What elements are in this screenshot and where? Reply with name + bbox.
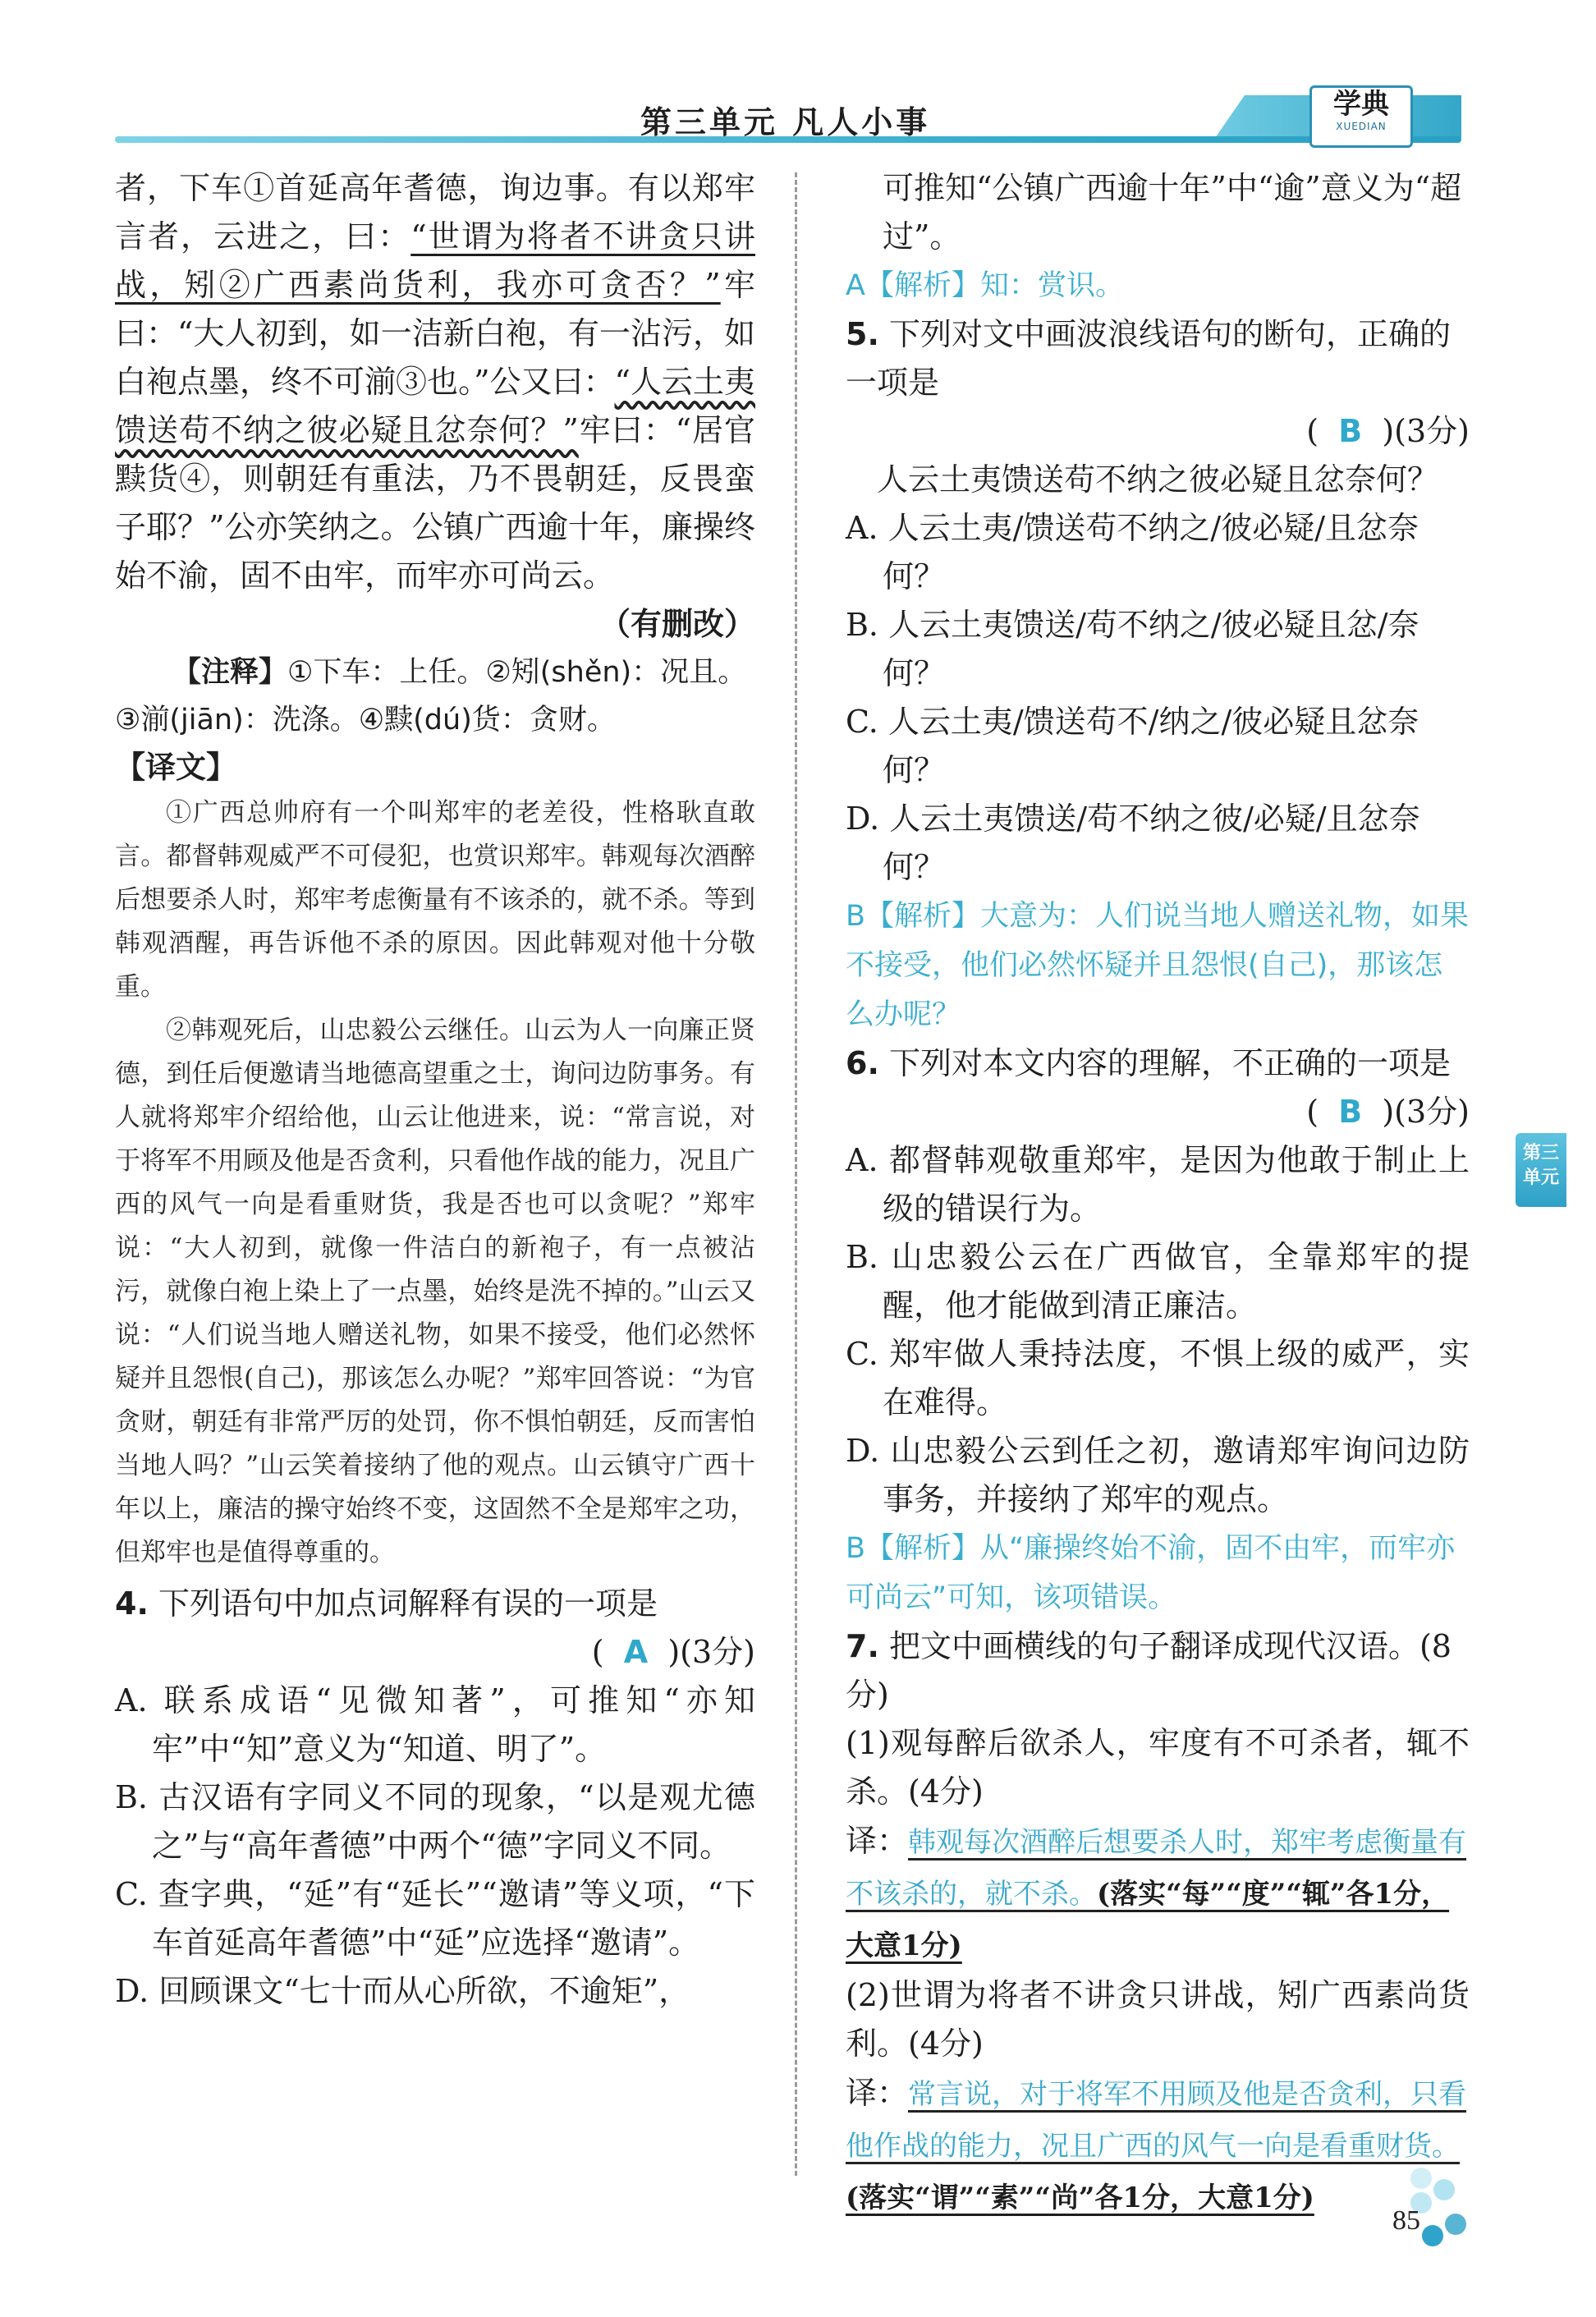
- translation-para-1: ①广西总帅府有一个叫郑牢的老差役，性格耿直敢言。都督韩观威严不可侵犯，也赏识郑牢。韩观每次酒醉后想要杀人时，郑牢考虑衡量有不该杀的，就不杀。等到韩观酒醒，再告诉他不杀的原因。因此韩观对他十分敬重。: [115, 798, 755, 1002]
- question-6-score: (3分): [1394, 1094, 1470, 1130]
- side-tab-line-2: 单元: [1522, 1168, 1559, 1188]
- question-4-option-c: C. 查字典，“延”有“延长”“邀请”等义项，“下车首延高年耆德”中“延”应选择“邀请”。: [115, 1876, 755, 1961]
- question-6-answer: B: [1338, 1094, 1363, 1130]
- column-divider: [795, 172, 797, 2176]
- question-6-answer-bracket: ( B )(3分): [1306, 1094, 1470, 1130]
- question-5-stem: [846, 310, 1470, 407]
- xuedian-logo: [1309, 85, 1413, 148]
- question-6-option-a: A. 都督韩观敬重郑牢，是因为他敢于制止上级的错误行为。: [846, 1142, 1470, 1227]
- question-7-answer-1-note: (落实“每”“度”“辄”各1分，大意1分): [846, 1878, 1450, 1962]
- question-5-option-c: C. 人云土夷/馈送苟不/纳之/彼必疑且忿奈何？: [846, 704, 1419, 788]
- question-4-option-d-continued: 可推知“公镇广西逾十年”中“逾”意义为“超过”。: [883, 170, 1462, 255]
- question-5-option-b: B. 人云土夷馈送/苟不纳之/彼必疑且忿/奈何？: [846, 607, 1419, 691]
- unit-title: 第三单元 凡人小事: [640, 103, 931, 140]
- question-6-analysis: B【解析】从“廉操终始不渝，固不由牢，而牢亦可尚云”可知，该项错误。: [846, 1532, 1456, 1614]
- question-5-text: 下列对文中画波浪线语句的断句，正确的一项是: [846, 316, 1451, 401]
- unit-side-tab: [1516, 1133, 1566, 1207]
- question-6-option-b: B. 山忠毅公云在广西做官，全靠郑牢的提醒，他才能做到清正廉洁。: [846, 1239, 1470, 1324]
- question-7-answer-2-label: 译：: [846, 2075, 909, 2111]
- passage: [115, 164, 755, 600]
- annotation-label: 【注释】: [172, 656, 288, 689]
- question-4-answer: A: [623, 1634, 649, 1670]
- passage-part-2: 牢曰：“大人初到，如一洁新白袍，有一沾污，如白袍点墨，终不可湔③也。”公又曰：: [115, 267, 755, 400]
- question-5-option-a: A. 人云土夷/馈送苟不纳之/彼必疑/且忿奈何？: [846, 510, 1419, 594]
- question-5-analysis: B【解析】大意为：人们说当地人赠送礼物，如果不接受，他们必然怀疑并且怨恨(自己)，那该怎么办呢？: [846, 900, 1470, 1031]
- question-4-analysis: A【解析】知：赏识。: [846, 269, 1124, 302]
- question-7-answer-1-text: 韩观每次酒醉后想要杀人时，郑牢考虑衡量有不该杀的，就不杀。: [846, 1826, 1467, 1911]
- question-4-answer-bracket: ( A )(3分): [591, 1634, 755, 1670]
- translation-para-2: ②韩观死后，山忠毅公云继任。山云为人一向廉正贤德，到任后便邀请当地德高望重之士，询问边防事务。有人就将郑牢介绍给他，山云让他进来，说：“常言说，对于将军不用顾及他是否贪利，只看他作战的能力，况且广西的风气一向是看重财货，我是否也可以贪呢？”郑牢说：“大人初到，就像一件洁白的新袍子，有一点被沾污，就像白袍上染上了一点墨，始终是洗不掉的。”山云又说：“人们说当地人赠送礼物，如果不接受，他们必然怀疑并且怨恨(自己)，那该怎么办呢？”郑牢回答说：“为官贪财，朝廷有非常严厉的处罚，你不惧怕朝廷，反而害怕当地人吗？”山云笑着接纳了他的观点。山云镇守广西十年以上，廉洁的操守始终不变，这固然不全是郑牢之功，但郑牢也是值得尊重的。: [115, 1016, 755, 1567]
- annotation-text: ①下车：上任。②矧(shěn)：况且。③湔(jiān)：洗涤。④黩(dú)货：贪财。: [115, 656, 747, 736]
- passage-underlined-1: “世谓为将者不讲贪只讲战，矧②广西素尚货利，我亦可贪否？”: [115, 218, 755, 303]
- question-5-score: (3分): [1394, 413, 1470, 449]
- question-7-answer-1-label: 译：: [846, 1823, 909, 1859]
- passage-part-3: 牢曰：“居官黩货④，则朝廷有重法，乃不畏朝廷，反畏蛮子耶？”公亦笑纳之。公镇广西逾十年，廉操终始不渝，固不由牢，而牢亦可尚云。: [115, 412, 755, 594]
- annotation: [115, 649, 755, 744]
- question-4-option-a: A. 联系成语“见微知著”，可推知“亦知牢”中“知”意义为“知道、明了”。: [115, 1682, 755, 1767]
- logo-main-text: 学典: [1333, 88, 1389, 121]
- translation-heading: 【译文】: [115, 750, 236, 785]
- question-6-option-d: D. 山忠毅公云到任之初，邀请郑牢询问边防事务，并接纳了郑牢的观点。: [846, 1433, 1470, 1517]
- question-7-answer-1: [846, 1816, 1470, 1971]
- logo-sub-text: XUEDIAN: [1336, 121, 1387, 132]
- question-7-answer-2-note: (落实“谓”“素”“尚”各1分，大意1分): [846, 2182, 1314, 2214]
- question-6-text: 下列对本文内容的理解，不正确的一项是: [888, 1045, 1451, 1081]
- question-4-number: 4.: [115, 1585, 149, 1622]
- side-tab-line-1: 第三: [1522, 1143, 1559, 1163]
- question-7-number: 7.: [846, 1628, 879, 1664]
- page-number: 85: [1392, 2205, 1420, 2236]
- right-column: [846, 164, 1470, 2223]
- question-7-text: 把文中画横线的句子翻译成现代汉语。(8分): [846, 1628, 1452, 1713]
- question-6-stem: [846, 1039, 1470, 1088]
- question-7-answer-2: [846, 2068, 1470, 2223]
- question-7-part-2: (2)世谓为将者不讲贪只讲战，矧广西素尚货利。(4分): [846, 1977, 1470, 2062]
- question-6-option-c: C. 郑牢做人秉持法度，不惧上级的威严，实在难得。: [846, 1336, 1470, 1420]
- question-4-score: (3分): [680, 1634, 755, 1670]
- question-5-answer-bracket: ( B )(3分): [1306, 413, 1470, 449]
- question-7-stem: [846, 1622, 1470, 1719]
- question-5-answer: B: [1338, 413, 1363, 449]
- question-5-sentence: 人云土夷馈送苟不纳之彼必疑且忿奈何？: [876, 461, 1438, 498]
- passage-wavy: “人云土夷馈送苟不纳之彼必疑且忿奈何？”: [115, 364, 755, 448]
- question-4-option-b: B. 古汉语有字同义不同的现象，“以是观尤德之”与“高年耆德”中两个“德”字同义不同。: [115, 1779, 755, 1864]
- question-4-text: 下列语句中加点词解释有误的一项是: [158, 1585, 658, 1622]
- question-6-number: 6.: [846, 1045, 879, 1081]
- question-5-option-d: D. 人云土夷馈送/苟不纳之彼/必疑/且忿奈何？: [846, 801, 1420, 885]
- question-7-answer-2-text: 常言说，对于将军不用顾及他是否贪利，只看他作战的能力，况且广西的风气一向是看重财货。: [846, 2078, 1467, 2163]
- left-column: [115, 164, 755, 2016]
- passage-part-1: 者，下车①首延高年耆德，询边事。有以郑牢言者，云进之，曰：: [115, 170, 755, 255]
- question-4-option-d: D. 回顾课文“七十而从心所欲，不逾矩”，: [115, 1973, 690, 2009]
- question-7-part-1: (1)观每醉后欲杀人，牢度有不可杀者，辄不杀。(4分): [846, 1725, 1470, 1810]
- question-4-stem: [115, 1580, 755, 1628]
- source-note: （有删改）: [598, 606, 755, 642]
- question-5-number: 5.: [846, 316, 879, 352]
